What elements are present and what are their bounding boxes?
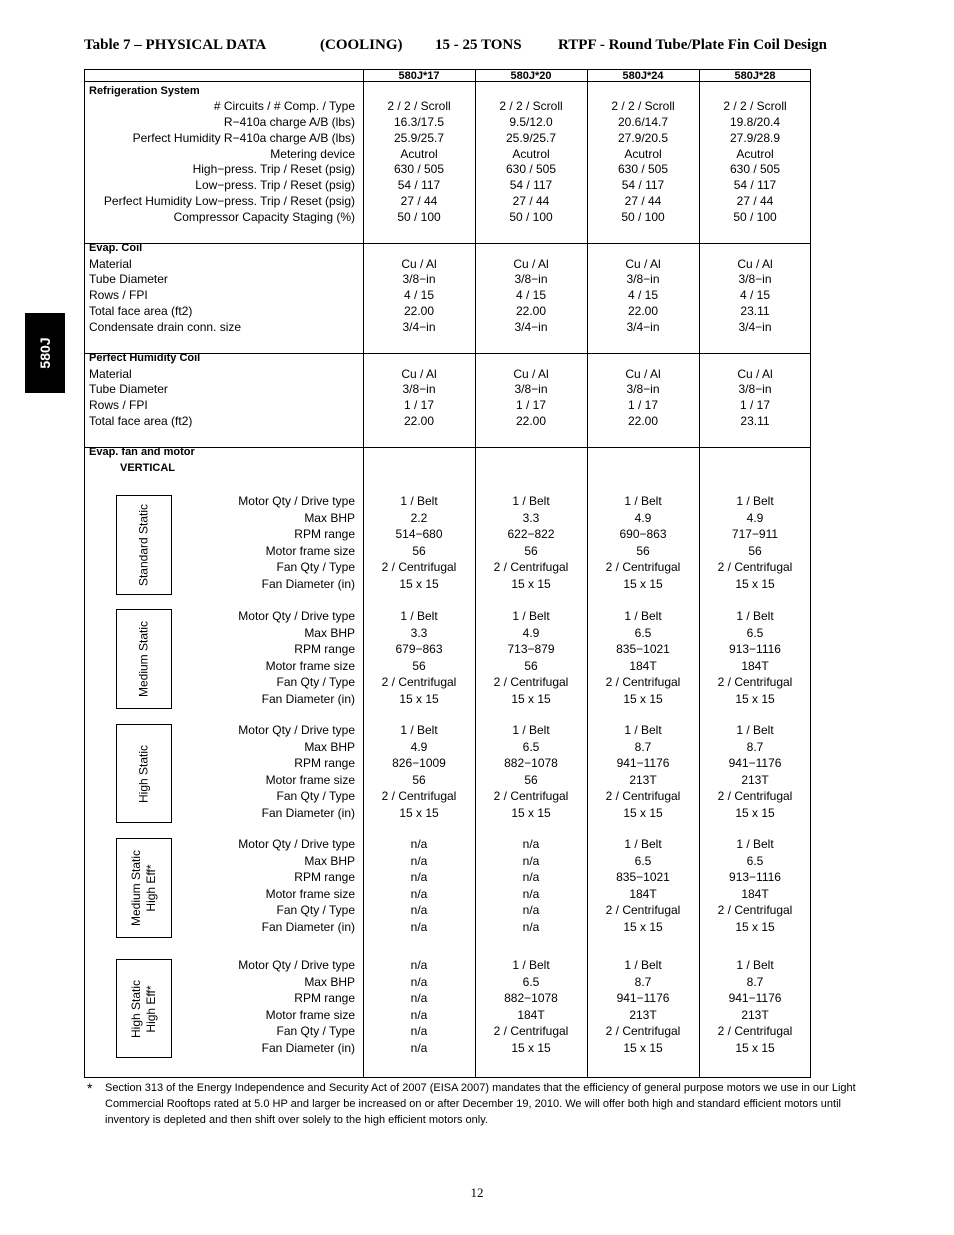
section-heading-evap-fan: Evap. fan and motor <box>89 446 195 458</box>
table-cell: 22.00 <box>627 304 659 318</box>
table-cell: 913−1116 <box>729 870 781 885</box>
table-cell: 941−1176 <box>728 756 782 771</box>
table-cell: 22.00 <box>515 304 547 318</box>
table-cell: Cu / Al <box>401 257 437 271</box>
table-cell: 54 / 117 <box>733 178 777 192</box>
footnote-text: Section 313 of the Energy Independence and Security Act of 2007 (EISA 2007) mandates that the efficiency of general purpose motors we use in our Light Commercial Rooftops rated at 5.0 HP and larger be increased on or after December 19, 2010. We will offer both high and standard efficient motors until inventory is depleted and then shift over solely to the high efficient motors only. <box>105 1082 856 1126</box>
table-cell: 56 <box>636 543 650 558</box>
fan-group-label-line: High Eff* <box>144 984 158 1033</box>
table-cell: 1 / Belt <box>512 494 550 508</box>
table-cell: 2 / Centrifugal <box>717 789 793 804</box>
table-cell: 54 / 117 <box>397 178 441 192</box>
table-cell: 1 / Belt <box>624 958 662 972</box>
table-cell: Acutrol <box>736 147 774 161</box>
table-cell: 1 / Belt <box>736 609 774 623</box>
table-cell: 630 / 505 <box>729 162 781 176</box>
table-cell: 630 / 505 <box>617 162 669 176</box>
row-label: Metering device <box>270 147 355 161</box>
row-label: RPM range <box>294 991 355 1006</box>
table-cell: 56 <box>524 772 538 787</box>
table-cell: 1 / 17 <box>403 398 435 412</box>
table-cell: 3/4−in <box>514 320 548 334</box>
fan-group-label-line: High Static <box>136 744 151 803</box>
table-cell: 3/4−in <box>738 320 772 334</box>
table-cell: 8.7 <box>634 974 652 989</box>
row-label: Perfect Humidity Low−press. Trip / Reset (psig) <box>103 194 355 208</box>
table-cell: 1 / Belt <box>736 958 774 972</box>
table-cell: n/a <box>410 958 428 972</box>
row-label: Total face area (ft2) <box>89 414 193 428</box>
table-cell: 913−1116 <box>729 642 781 657</box>
row-label: Fan Diameter (in) <box>261 577 355 591</box>
row-label: Max BHP <box>304 974 355 989</box>
table-cell: Acutrol <box>400 147 438 161</box>
table-cell: 3/8−in <box>626 272 660 286</box>
table-cell: 15 x 15 <box>735 692 775 706</box>
fan-group-label <box>129 850 159 926</box>
table-cell: 3/8−in <box>514 272 548 286</box>
row-label: Material <box>89 257 132 271</box>
row-label: Motor frame size <box>265 543 355 558</box>
row-label: Motor frame size <box>265 1007 355 1022</box>
table-cell: 882−1078 <box>504 756 558 771</box>
row-label: Motor frame size <box>265 772 355 787</box>
table-cell: 6.5 <box>746 853 764 868</box>
side-tab-label: 580J <box>37 337 53 369</box>
table-cell: 2 / Centrifugal <box>493 1024 569 1039</box>
table-cell: 50 / 100 <box>621 210 665 224</box>
title-mode: (COOLING) <box>320 37 403 53</box>
table-cell: 835−1021 <box>616 870 670 885</box>
row-label: Condensate drain conn. size <box>89 320 242 334</box>
table-cell: 184T <box>629 658 657 673</box>
footnote-marker: * <box>87 1080 93 1096</box>
table-cell: 1 / Belt <box>512 958 550 972</box>
table-cell: 56 <box>748 543 762 558</box>
table-cell: 2 / Centrifugal <box>493 675 569 690</box>
table-cell: 20.6/14.7 <box>617 115 669 129</box>
table-cell: 2 / Centrifugal <box>493 789 569 804</box>
fan-group-label-box <box>116 609 172 709</box>
table-cell: 23.11 <box>740 414 770 428</box>
table-cell: 15 x 15 <box>735 806 775 820</box>
page-number: 12 <box>470 1185 484 1200</box>
table-cell: 15 x 15 <box>735 1041 775 1055</box>
table-cell: 2 / Centrifugal <box>381 675 457 690</box>
table-cell: 8.7 <box>634 739 652 754</box>
table-cell: Cu / Al <box>625 367 661 381</box>
table-cell: 1 / Belt <box>400 494 438 508</box>
table-cell: Cu / Al <box>737 367 773 381</box>
table-cell: 16.3/17.5 <box>393 115 445 129</box>
row-label: Fan Qty / Type <box>276 1024 355 1039</box>
table-cell: 4 / 15 <box>739 288 771 302</box>
table-cell: 56 <box>412 658 426 673</box>
table-cell: 2 / Centrifugal <box>605 1024 681 1039</box>
table-cell: n/a <box>522 870 540 885</box>
table-cell: n/a <box>522 920 540 934</box>
table-cell: 56 <box>412 772 426 787</box>
table-cell: 713−879 <box>507 642 555 657</box>
table-cell: Acutrol <box>624 147 662 161</box>
table-cell: n/a <box>522 853 540 868</box>
table-cell: 2 / Centrifugal <box>493 560 569 575</box>
row-label: Material <box>89 367 132 381</box>
table-cell: 2 / Centrifugal <box>717 675 793 690</box>
table-cell: 6.5 <box>634 853 652 868</box>
table-cell: 717−911 <box>731 527 779 542</box>
table-cell: 27 / 44 <box>624 194 662 208</box>
fan-group-label-box <box>116 495 172 595</box>
table-cell: n/a <box>410 1007 428 1022</box>
table-cell: 6.5 <box>634 625 652 640</box>
row-label: RPM range <box>294 527 355 542</box>
table-cell: 679−863 <box>395 642 443 657</box>
table-cell: Cu / Al <box>513 257 549 271</box>
table-cell: n/a <box>410 1024 428 1039</box>
row-label: Perfect Humidity R−410a charge A/B (lbs) <box>132 131 355 145</box>
table-cell: 56 <box>412 543 426 558</box>
table-cell: 2 / Centrifugal <box>717 560 793 575</box>
section-subheading-vertical: VERTICAL <box>120 462 175 474</box>
table-cell: 3/4−in <box>402 320 436 334</box>
table-cell: 27.9/20.5 <box>617 131 669 145</box>
table-cell: 2 / 2 / Scroll <box>611 99 675 113</box>
table-cell: 3/8−in <box>514 382 548 396</box>
row-label: Compressor Capacity Staging (%) <box>173 210 355 224</box>
table-cell: 15 x 15 <box>511 806 551 820</box>
table-cell: 690−863 <box>619 527 667 542</box>
row-label: Fan Diameter (in) <box>261 692 355 706</box>
row-label: Motor Qty / Drive type <box>238 723 355 737</box>
table-cell: 50 / 100 <box>397 210 441 224</box>
row-label: Low−press. Trip / Reset (psig) <box>195 178 355 192</box>
table-cell: n/a <box>410 1041 428 1055</box>
table-cell: 1 / Belt <box>624 494 662 508</box>
table-cell: 4.9 <box>746 510 764 525</box>
table-cell: 15 x 15 <box>735 920 775 934</box>
table-cell: 22.00 <box>515 414 547 428</box>
row-label: Fan Qty / Type <box>276 789 355 804</box>
table-cell: 1 / 17 <box>739 398 771 412</box>
physical-data-table <box>84 69 811 1078</box>
table-cell: n/a <box>410 991 428 1006</box>
table-cell: 15 x 15 <box>623 577 663 591</box>
table-cell: 15 x 15 <box>623 806 663 820</box>
table-cell: 1 / Belt <box>400 723 438 737</box>
table-cell: 22.00 <box>627 414 659 428</box>
table-cell: 50 / 100 <box>509 210 553 224</box>
row-label: Max BHP <box>304 739 355 754</box>
table-cell: 3.3 <box>522 510 540 525</box>
table-cell: 27 / 44 <box>512 194 550 208</box>
row-label: Tube Diameter <box>89 272 168 286</box>
table-cell: n/a <box>522 886 540 901</box>
row-label: Fan Qty / Type <box>276 560 355 575</box>
row-label: Tube Diameter <box>89 382 168 396</box>
table-cell: n/a <box>410 920 428 934</box>
table-cell: 622−822 <box>507 527 555 542</box>
fan-group-label <box>137 504 152 586</box>
table-cell: 4 / 15 <box>627 288 659 302</box>
table-cell: 1 / Belt <box>624 723 662 737</box>
table-cell: 2 / Centrifugal <box>605 560 681 575</box>
row-label: High−press. Trip / Reset (psig) <box>192 162 355 176</box>
row-label: Fan Diameter (in) <box>261 806 355 820</box>
table-cell: 184T <box>741 886 769 901</box>
table-cell: 3/4−in <box>626 320 660 334</box>
table-cell: 4.9 <box>410 739 428 754</box>
table-cell: n/a <box>522 837 540 851</box>
table-cell: 3/8−in <box>402 272 436 286</box>
table-cell: n/a <box>522 903 540 918</box>
row-label: Total face area (ft2) <box>89 304 193 318</box>
table-cell: 15 x 15 <box>511 577 551 591</box>
table-cell: 15 x 15 <box>623 920 663 934</box>
fan-group-label-box <box>116 959 172 1058</box>
title-tons: 15 - 25 TONS <box>435 37 522 53</box>
section-heading-refrigeration: Refrigeration System <box>89 85 200 97</box>
row-label: Max BHP <box>304 853 355 868</box>
table-cell: 2 / Centrifugal <box>605 789 681 804</box>
table-cell: 630 / 505 <box>393 162 445 176</box>
row-label: Motor frame size <box>265 658 355 673</box>
fan-group-label <box>129 979 159 1037</box>
table-cell: n/a <box>410 837 428 851</box>
table-cell: 22.00 <box>403 414 435 428</box>
table-cell: 27 / 44 <box>400 194 438 208</box>
table-cell: 3/8−in <box>626 382 660 396</box>
table-cell: n/a <box>410 974 428 989</box>
row-label: RPM range <box>294 870 355 885</box>
table-cell: 4.9 <box>634 510 652 525</box>
table-cell: 9.5/12.0 <box>509 115 553 129</box>
row-label: RPM range <box>294 756 355 771</box>
table-cell: 23.11 <box>740 304 770 318</box>
table-cell: 184T <box>517 1007 545 1022</box>
table-cell: 56 <box>524 658 538 673</box>
table-cell: n/a <box>410 853 428 868</box>
table-cell: 54 / 117 <box>509 178 553 192</box>
row-label: Rows / FPI <box>89 398 148 412</box>
table-cell: 184T <box>629 886 657 901</box>
row-label: Fan Qty / Type <box>276 675 355 690</box>
row-label: Motor Qty / Drive type <box>238 494 355 508</box>
table-cell: 25.9/25.7 <box>505 131 557 145</box>
table-cell: 213T <box>741 772 769 787</box>
fan-group-label-line: Medium Static <box>136 620 151 698</box>
table-cell: 1 / Belt <box>736 723 774 737</box>
fan-group-label-line: High Eff* <box>144 864 158 912</box>
row-label: Motor Qty / Drive type <box>238 609 355 623</box>
table-cell: Acutrol <box>512 147 550 161</box>
table-cell: 3/8−in <box>738 382 772 396</box>
column-header: 580J*17 <box>398 70 440 82</box>
table-cell: 2 / Centrifugal <box>605 675 681 690</box>
table-cell: n/a <box>410 886 428 901</box>
fan-group-label-line: Medium Static <box>129 849 143 927</box>
table-cell: 15 x 15 <box>399 806 439 820</box>
table-cell: 4 / 15 <box>515 288 547 302</box>
row-label: Rows / FPI <box>89 288 148 302</box>
table-cell: 835−1021 <box>616 642 670 657</box>
table-cell: 882−1078 <box>504 991 558 1006</box>
table-cell: 184T <box>741 658 769 673</box>
table-cell: Cu / Al <box>625 257 661 271</box>
table-cell: 6.5 <box>522 739 540 754</box>
table-cell: 826−1009 <box>392 756 446 771</box>
table-cell: 27 / 44 <box>736 194 774 208</box>
table-cell: 2 / Centrifugal <box>717 903 793 918</box>
table-cell: 2 / 2 / Scroll <box>387 99 451 113</box>
column-header: 580J*20 <box>510 70 552 82</box>
table-cell: 2 / 2 / Scroll <box>723 99 787 113</box>
table-cell: 54 / 117 <box>621 178 665 192</box>
table-cell: 56 <box>524 543 538 558</box>
table-cell: 15 x 15 <box>399 692 439 706</box>
table-cell: Cu / Al <box>513 367 549 381</box>
row-label: Motor Qty / Drive type <box>238 958 355 972</box>
table-cell: 630 / 505 <box>505 162 557 176</box>
table-cell: 1 / Belt <box>400 609 438 623</box>
fan-group-label-box <box>116 838 172 938</box>
table-cell: 19.8/20.4 <box>729 115 781 129</box>
table-cell: 1 / Belt <box>512 609 550 623</box>
table-cell: 2 / Centrifugal <box>605 903 681 918</box>
table-cell: 2 / Centrifugal <box>717 1024 793 1039</box>
title-table: Table 7 – PHYSICAL DATA <box>84 37 267 53</box>
row-label: Max BHP <box>304 625 355 640</box>
table-cell: n/a <box>410 903 428 918</box>
row-label: Fan Diameter (in) <box>261 920 355 934</box>
table-cell: 50 / 100 <box>733 210 777 224</box>
table-cell: 1 / Belt <box>624 837 662 851</box>
table-cell: 1 / Belt <box>736 837 774 851</box>
row-label: Motor Qty / Drive type <box>238 837 355 851</box>
table-cell: 514−680 <box>395 527 443 542</box>
table-cell: 1 / 17 <box>515 398 547 412</box>
fan-group-label-box <box>116 724 172 823</box>
table-cell: 25.9/25.7 <box>393 131 445 145</box>
table-cell: 22.00 <box>403 304 435 318</box>
table-cell: 941−1176 <box>616 991 670 1006</box>
table-cell: Cu / Al <box>401 367 437 381</box>
table-cell: 2 / Centrifugal <box>381 560 457 575</box>
table-cell: 15 x 15 <box>623 1041 663 1055</box>
table-cell: 3/8−in <box>402 382 436 396</box>
fan-group-label <box>137 621 152 697</box>
table-cell: 8.7 <box>746 739 764 754</box>
row-label: R−410a charge A/B (lbs) <box>223 115 355 129</box>
table-cell: 3.3 <box>410 625 428 640</box>
table-cell: 4.9 <box>522 625 540 640</box>
table-cell: 1 / Belt <box>512 723 550 737</box>
table-cell: 2 / Centrifugal <box>381 789 457 804</box>
row-label: Fan Qty / Type <box>276 903 355 918</box>
row-divider <box>85 243 810 244</box>
section-heading-evap-coil: Evap. Coil <box>89 242 143 254</box>
side-tab <box>25 313 65 393</box>
table-cell: 2.2 <box>410 510 428 525</box>
section-heading-ph-coil: Perfect Humidity Coil <box>89 352 201 364</box>
table-cell: 15 x 15 <box>511 692 551 706</box>
table-cell: 1 / Belt <box>624 609 662 623</box>
table-cell: 941−1176 <box>616 756 670 771</box>
fan-group-label-line: High Static <box>129 979 143 1038</box>
row-label: # Circuits / # Comp. / Type <box>213 99 355 113</box>
table-cell: 6.5 <box>746 625 764 640</box>
table-cell: 15 x 15 <box>511 1041 551 1055</box>
table-cell: 15 x 15 <box>399 577 439 591</box>
table-cell: 6.5 <box>522 974 540 989</box>
title-coil: RTPF - Round Tube/Plate Fin Coil Design <box>558 37 827 53</box>
row-label: RPM range <box>294 642 355 657</box>
table-cell: 4 / 15 <box>403 288 435 302</box>
row-label: Motor frame size <box>265 886 355 901</box>
column-header: 580J*24 <box>622 70 664 82</box>
table-cell: 941−1176 <box>728 991 782 1006</box>
table-cell: 2 / 2 / Scroll <box>499 99 563 113</box>
table-cell: Cu / Al <box>737 257 773 271</box>
table-cell: n/a <box>410 870 428 885</box>
row-label: Max BHP <box>304 510 355 525</box>
table-cell: 3/8−in <box>738 272 772 286</box>
table-cell: 8.7 <box>746 974 764 989</box>
fan-group-label-line: Standard Static <box>136 503 151 587</box>
table-cell: 1 / 17 <box>627 398 659 412</box>
table-cell: 15 x 15 <box>735 577 775 591</box>
row-label: Fan Diameter (in) <box>261 1041 355 1055</box>
column-header: 580J*28 <box>734 70 776 82</box>
table-cell: 213T <box>629 772 657 787</box>
table-cell: 213T <box>741 1007 769 1022</box>
fan-group-label <box>137 744 152 802</box>
table-cell: 15 x 15 <box>623 692 663 706</box>
table-cell: 213T <box>629 1007 657 1022</box>
table-cell: 27.9/28.9 <box>729 131 781 145</box>
table-cell: 1 / Belt <box>736 494 774 508</box>
